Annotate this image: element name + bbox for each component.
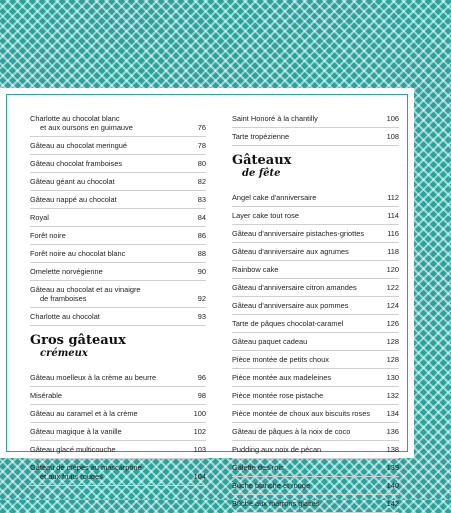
toc-entry-title-text: Pièce montée rose pistache xyxy=(232,391,324,400)
toc-entry-page-number: 78 xyxy=(197,141,206,150)
toc-entry xyxy=(232,369,399,387)
toc-entry-title-text: Misérable xyxy=(30,391,63,400)
toc-entry-title xyxy=(232,265,381,274)
toc-entry-page-number: 140 xyxy=(386,481,399,490)
toc-entry xyxy=(30,227,206,245)
toc-entry xyxy=(232,315,399,333)
toc-entry-title xyxy=(30,213,188,222)
toc-entry-title xyxy=(30,267,188,276)
toc-entry-title xyxy=(232,463,381,472)
toc-entry-page-number: 104 xyxy=(193,472,206,481)
toc-entry xyxy=(30,423,206,441)
toc-entry xyxy=(30,173,206,191)
toc-entry-title-text: Charlotte au chocolat xyxy=(30,312,100,321)
toc-entry-title xyxy=(232,319,381,328)
toc-entry-title xyxy=(232,499,381,508)
toc-entry-page-number: 132 xyxy=(386,391,399,400)
toc-entry-title-text: Galette des rois xyxy=(232,463,284,472)
toc-entry-page-number: 86 xyxy=(197,231,206,240)
section-heading-gateaux-de-fete xyxy=(232,154,399,179)
toc-entry xyxy=(30,155,206,173)
toc-entry-page-number: 136 xyxy=(386,427,399,436)
toc-entry-title-text: Gâteau glacé multicouche xyxy=(30,445,116,454)
toc-entry-title-continuation: de framboises xyxy=(40,294,87,303)
toc-list-left-1 xyxy=(30,110,206,326)
toc-entry-title xyxy=(232,409,381,418)
toc-entry-page-number: 128 xyxy=(386,337,399,346)
toc-panel xyxy=(0,88,414,508)
toc-entry-title xyxy=(232,355,381,364)
toc-entry xyxy=(30,387,206,405)
toc-entry xyxy=(30,137,206,155)
toc-entry-page-number: 108 xyxy=(386,132,399,141)
toc-entry-title xyxy=(30,141,188,150)
toc-entry xyxy=(232,261,399,279)
toc-entry-page-number: 82 xyxy=(197,177,206,186)
toc-entry-page-number: 98 xyxy=(197,391,206,400)
toc-entry-title-text: Gâteau au chocolat meringué xyxy=(30,141,127,150)
toc-entry xyxy=(30,263,206,281)
toc-entry-title xyxy=(232,229,381,238)
toc-entry xyxy=(232,405,399,423)
toc-entry-title-text: Saint Honoré à la chantilly xyxy=(232,114,318,123)
toc-left-column xyxy=(30,110,206,486)
toc-entry-title-continuation: et aux fruits rouges xyxy=(40,472,103,481)
toc-entry-title xyxy=(30,231,188,240)
toc-entry-title-text: Gâteau géant au chocolat xyxy=(30,177,115,186)
toc-entry xyxy=(30,191,206,209)
toc-entry xyxy=(30,308,206,326)
toc-entry-page-number: 88 xyxy=(197,249,206,258)
toc-entry-page-number: 96 xyxy=(197,373,206,382)
toc-entry-page-number: 139 xyxy=(386,463,399,472)
toc-entry-title-text: Omelette norvégienne xyxy=(30,267,103,276)
toc-entry-title-text: Gâteau au caramel et à la crème xyxy=(30,409,138,418)
toc-entry-page-number: 134 xyxy=(386,409,399,418)
toc-entry-title-text: Forêt noire au chocolat blanc xyxy=(30,249,126,258)
toc-entry xyxy=(30,459,206,486)
toc-entry-title-text: Layer cake tout rose xyxy=(232,211,299,220)
toc-right-column xyxy=(232,110,399,513)
toc-entry xyxy=(232,225,399,243)
toc-entry-title xyxy=(232,283,381,292)
toc-entry-title-text: Bûche aux marrons glacés xyxy=(232,499,320,508)
toc-entry-title xyxy=(30,373,188,382)
toc-entry-page-number: 93 xyxy=(197,312,206,321)
toc-entry-page-number: 112 xyxy=(387,193,399,202)
toc-entry-page-number: 114 xyxy=(387,211,399,220)
toc-entry-page-number: 122 xyxy=(386,283,399,292)
toc-entry-title-text: Charlotte au chocolat blanc xyxy=(30,114,120,123)
toc-entry xyxy=(30,405,206,423)
toc-entry xyxy=(232,110,399,128)
toc-entry-title xyxy=(30,177,188,186)
toc-entry xyxy=(232,477,399,495)
toc-entry-title xyxy=(30,445,188,454)
toc-entry-title xyxy=(232,301,381,310)
toc-list-right-2 xyxy=(232,189,399,513)
toc-entry xyxy=(30,110,206,137)
toc-entry-title-text: Gâteau magique à la vanille xyxy=(30,427,122,436)
toc-entry-title-text: Gâteau moelleux à la crème au beurre xyxy=(30,373,157,382)
toc-entry-page-number: 80 xyxy=(197,159,206,168)
toc-entry-title xyxy=(232,247,381,256)
toc-entry-title xyxy=(30,312,188,321)
toc-entry-title xyxy=(232,114,381,123)
toc-entry-title-text: Gâteau paquet cadeau xyxy=(232,337,308,346)
toc-entry-title-text: Gâteau d'anniversaire citron amandes xyxy=(232,283,357,292)
toc-entry-page-number: 90 xyxy=(197,267,206,276)
toc-entry-title xyxy=(30,427,188,436)
toc-entry-title xyxy=(30,159,188,168)
toc-entry-title-text: Gâteau chocolat framboises xyxy=(30,159,123,168)
toc-entry-page-number: 120 xyxy=(386,265,399,274)
toc-entry-title-continuation: et aux oursons en guimauve xyxy=(40,123,133,132)
section-subtitle: de fête xyxy=(242,168,281,179)
toc-entry xyxy=(232,387,399,405)
toc-entry-title xyxy=(232,427,381,436)
toc-entry xyxy=(232,189,399,207)
toc-entry xyxy=(30,281,206,308)
toc-entry-page-number: 116 xyxy=(387,229,399,238)
toc-entry-title-text: Gâteau de pâques à la noix de coco xyxy=(232,427,351,436)
toc-entry-title xyxy=(232,373,381,382)
toc-entry-title xyxy=(30,391,188,400)
toc-entry-title-text: Gâteau nappé au chocolat xyxy=(30,195,117,204)
toc-entry-title-text: Gâteau d'anniversaire aux agrumes xyxy=(232,247,349,256)
toc-entry xyxy=(30,245,206,263)
toc-entry-title-text: Pièce montée aux madeleines xyxy=(232,373,332,382)
section-title: Gâteaux xyxy=(232,153,292,168)
toc-entry-title-text: Angel cake d'anniversaire xyxy=(232,193,317,202)
toc-entry xyxy=(232,297,399,315)
toc-entry-title-text: Gâteau d'anniversaire aux pommes xyxy=(232,301,349,310)
section-title: Gros gâteaux xyxy=(30,333,126,348)
toc-entry-page-number: 124 xyxy=(386,301,399,310)
toc-entry-title-text: Gâteau de crêpes au mascarpone xyxy=(30,463,142,472)
toc-entry-title xyxy=(232,211,381,220)
toc-entry-title xyxy=(232,337,381,346)
toc-entry-title xyxy=(232,445,381,454)
toc-entry-page-number: 126 xyxy=(386,319,399,328)
toc-entry xyxy=(232,243,399,261)
toc-entry xyxy=(232,207,399,225)
toc-entry-page-number: 92 xyxy=(197,294,206,303)
toc-entry-title-text: Tarte tropézienne xyxy=(232,132,290,141)
toc-entry-page-number: 142 xyxy=(386,499,399,508)
toc-entry xyxy=(30,441,206,459)
toc-entry-title-text: Pièce montée de choux aux biscuits roses xyxy=(232,409,371,418)
toc-entry-title-text: Tarte de pâques chocolat-caramel xyxy=(232,319,344,328)
toc-entry-title xyxy=(30,463,188,481)
toc-entry-title-text: Pièce montée de petits choux xyxy=(232,355,329,364)
toc-entry-title xyxy=(30,195,188,204)
toc-entry-page-number: 84 xyxy=(197,213,206,222)
toc-entry-title xyxy=(30,114,188,132)
toc-entry xyxy=(30,209,206,227)
toc-entry-title-text: Gâteau d'anniversaire pistaches-griottes xyxy=(232,229,365,238)
toc-entry xyxy=(232,459,399,477)
toc-entry-title-text: Forêt noire xyxy=(30,231,66,240)
toc-entry-page-number: 128 xyxy=(386,355,399,364)
toc-entry-page-number: 102 xyxy=(193,427,206,436)
toc-entry xyxy=(232,423,399,441)
toc-entry xyxy=(232,279,399,297)
toc-entry-title-text: Bûche blanche et rouge xyxy=(232,481,311,490)
toc-entry xyxy=(232,128,399,146)
toc-entry-title xyxy=(30,409,188,418)
toc-entry-title xyxy=(232,481,381,490)
toc-entry-title xyxy=(232,193,381,202)
toc-entry xyxy=(232,441,399,459)
toc-entry-title xyxy=(232,132,381,141)
section-heading-gros-gateaux xyxy=(30,334,206,359)
toc-entry-page-number: 118 xyxy=(387,247,399,256)
toc-entry-title-text: Royal xyxy=(30,213,49,222)
toc-entry-page-number: 130 xyxy=(386,373,399,382)
toc-entry-title xyxy=(30,249,188,258)
toc-entry-page-number: 100 xyxy=(193,409,206,418)
toc-entry-title-text: Pudding aux noix de pécan xyxy=(232,445,322,454)
toc-entry-page-number: 76 xyxy=(197,123,206,132)
toc-entry-title xyxy=(30,285,188,303)
toc-entry xyxy=(232,495,399,513)
toc-entry xyxy=(232,351,399,369)
toc-entry-title xyxy=(232,391,381,400)
toc-entry-page-number: 103 xyxy=(193,445,206,454)
toc-list-right-1 xyxy=(232,110,399,146)
toc-entry-page-number: 138 xyxy=(386,445,399,454)
toc-list-left-2 xyxy=(30,369,206,486)
toc-entry xyxy=(30,369,206,387)
toc-entry-page-number: 106 xyxy=(386,114,399,123)
section-subtitle: crémeux xyxy=(40,348,88,359)
toc-entry xyxy=(232,333,399,351)
toc-entry-title-text: Rainbow cake xyxy=(232,265,279,274)
toc-entry-title-text: Gâteau au chocolat et au vinaigre xyxy=(30,285,141,294)
toc-entry-page-number: 83 xyxy=(197,195,206,204)
